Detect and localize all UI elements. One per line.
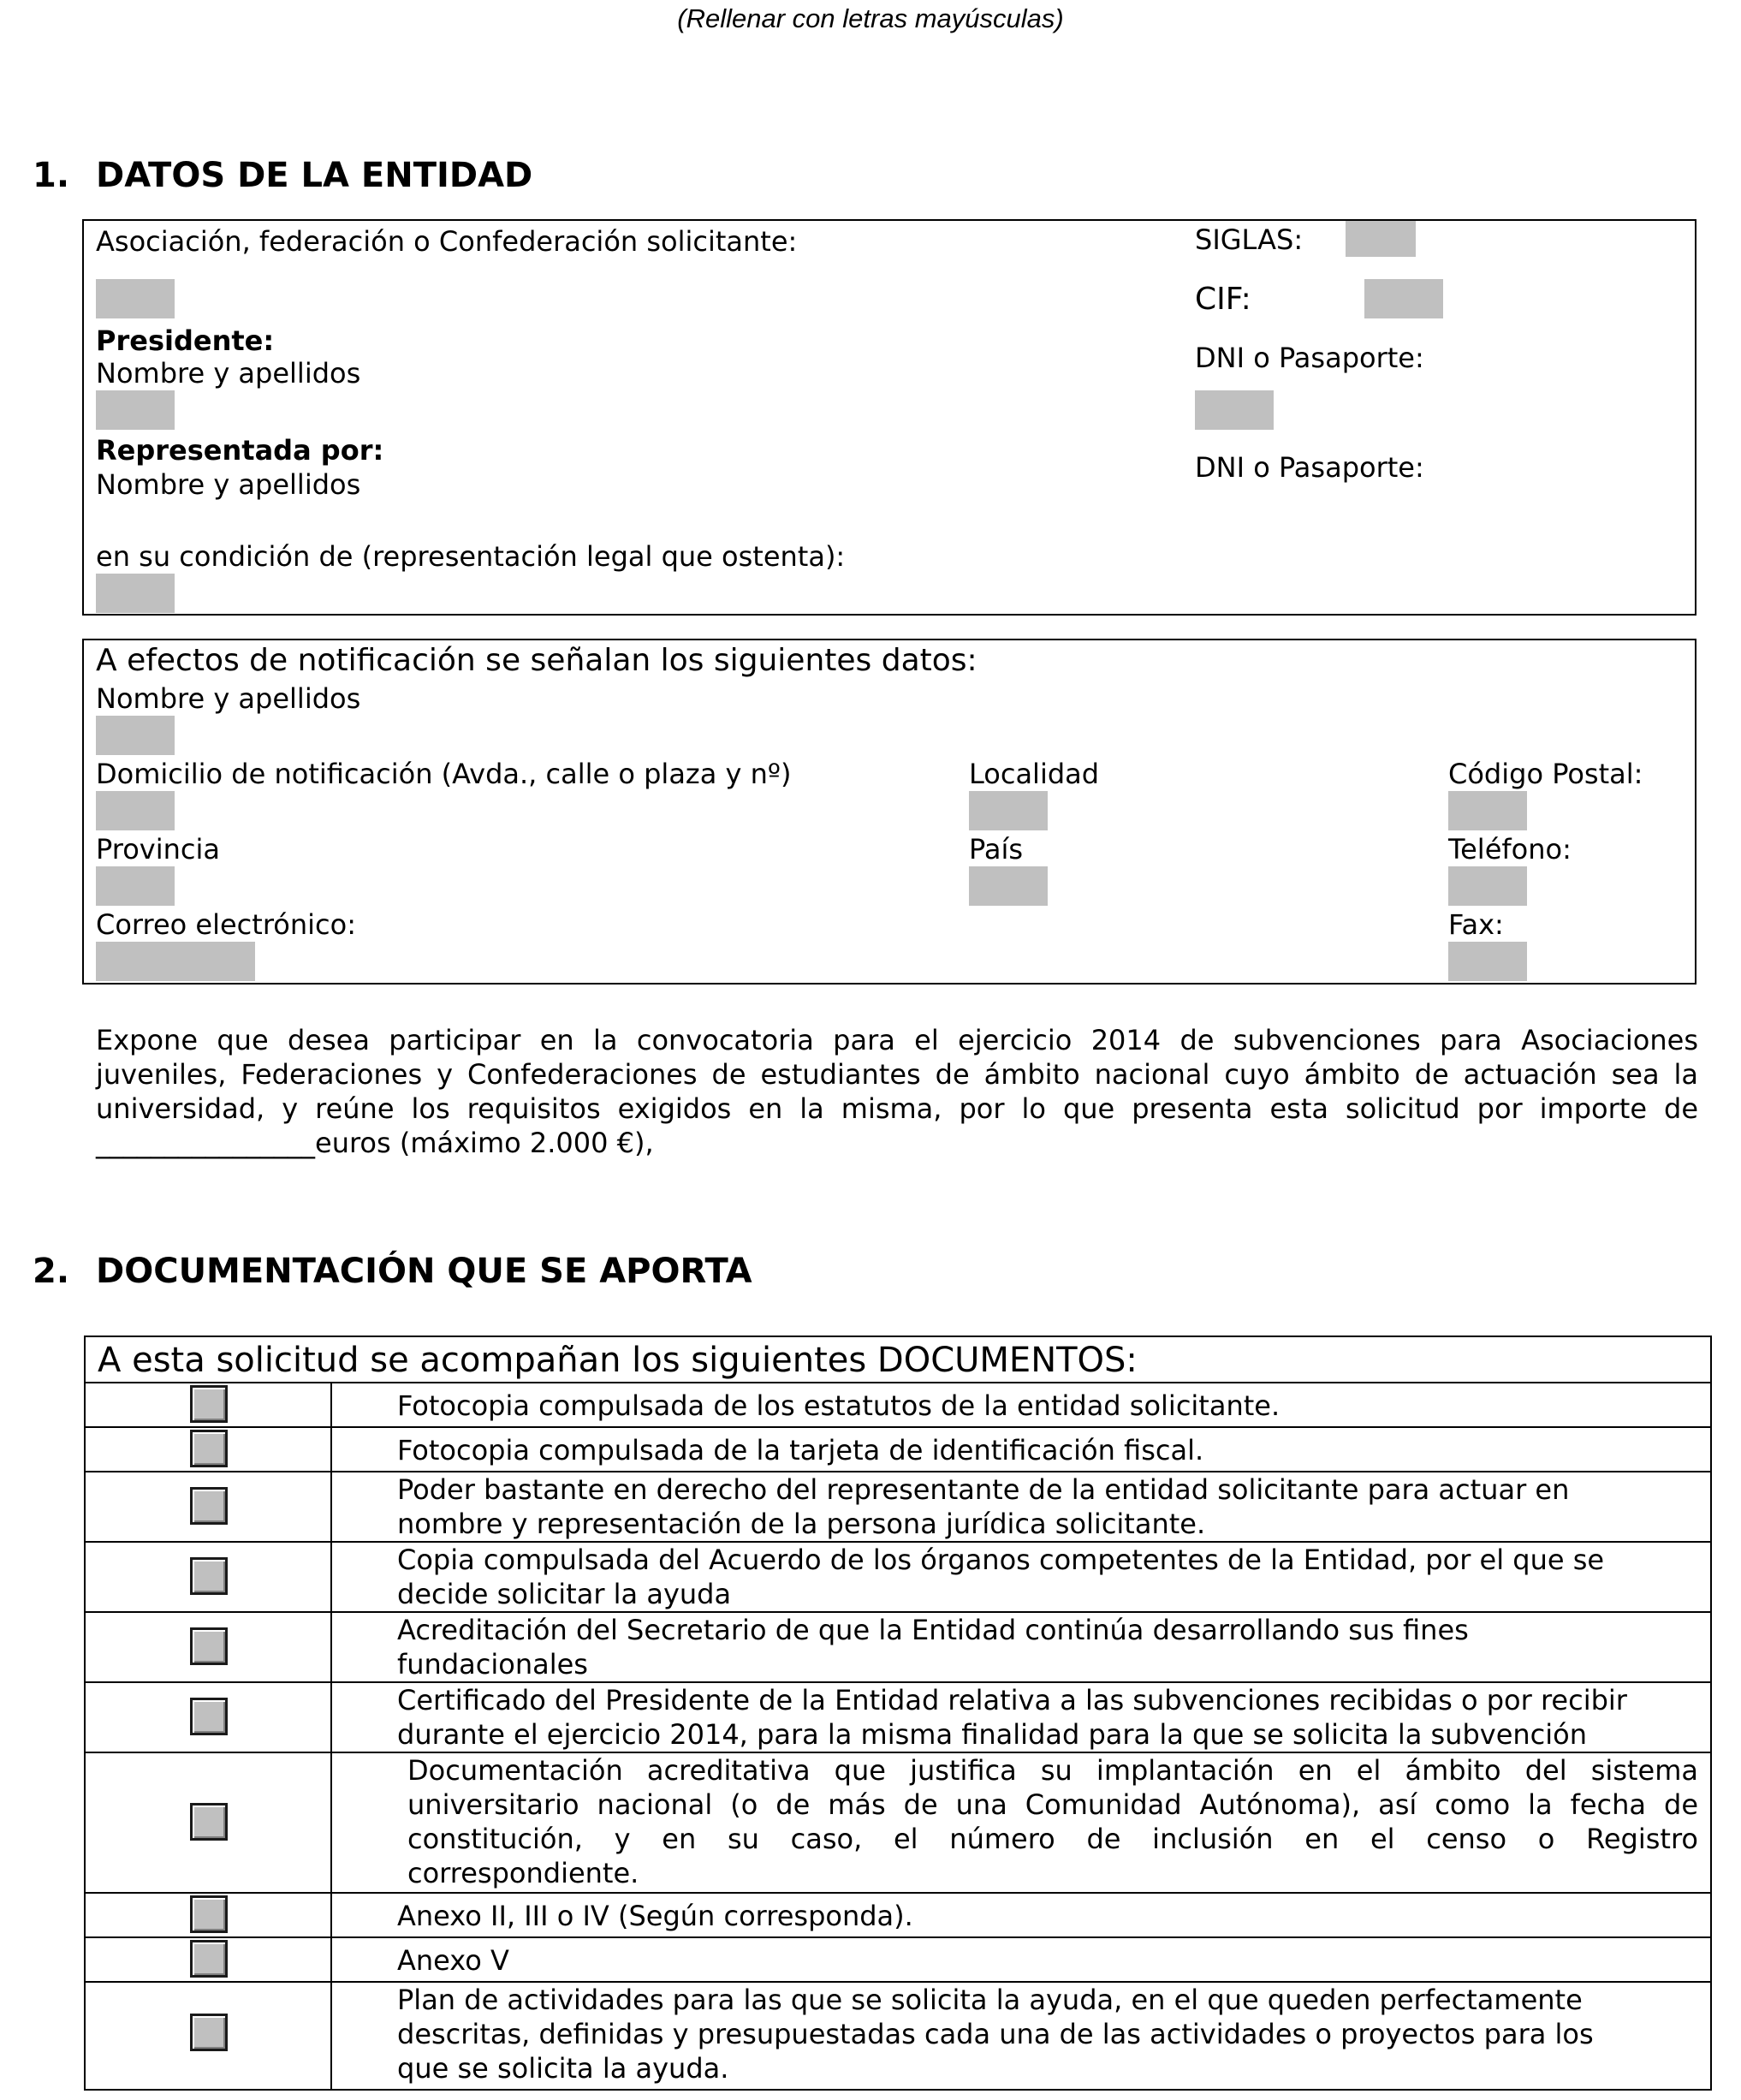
president-dni-label: DNI o Pasaporte: bbox=[1195, 342, 1424, 374]
notification-name-field[interactable] bbox=[96, 716, 175, 755]
document-description-line: fundacionales bbox=[397, 1648, 588, 1681]
column-divider bbox=[330, 1753, 332, 1892]
column-divider bbox=[330, 1428, 332, 1471]
country-field[interactable] bbox=[969, 866, 1048, 906]
statement-line-1: Expone que desea participar en la convocatoria para el ejercicio 2014 de subvenciones para Asociaciones bbox=[96, 1024, 1698, 1056]
column-divider bbox=[330, 1543, 332, 1611]
document-checkbox-1[interactable] bbox=[190, 1385, 228, 1423]
fax-field[interactable] bbox=[1448, 942, 1527, 981]
document-description-line: decide solicitar la ayuda bbox=[397, 1578, 732, 1610]
section-2-number: 2. bbox=[33, 1252, 70, 1291]
document-description-line: universitario nacional (o de más de una Comunidad Autónoma), así como la fecha de bbox=[407, 1788, 1698, 1821]
column-divider bbox=[330, 1613, 332, 1681]
president-dni-field[interactable] bbox=[1195, 390, 1274, 430]
column-divider bbox=[330, 1938, 332, 1981]
document-description bbox=[407, 1753, 1698, 1890]
column-divider bbox=[330, 1894, 332, 1936]
document-description-line: constitución, y en su caso, el número de inclusión en el censo o Registro bbox=[407, 1823, 1698, 1855]
fax-label: Fax: bbox=[1448, 908, 1504, 941]
represented-label: Representada por: bbox=[96, 434, 384, 467]
document-description-line: durante el ejercicio 2014, para la misma finalidad para la que se solicita la subvención bbox=[397, 1718, 1588, 1751]
document-description-line: Poder bastante en derecho del representante de la entidad solicitante para actuar en bbox=[397, 1473, 1570, 1506]
document-description: Anexo V bbox=[397, 1944, 509, 1977]
condition-label: en su condición de (representación legal que ostenta): bbox=[96, 540, 846, 573]
document-description: Anexo II, III o IV (Según corresponda). bbox=[397, 1900, 913, 1932]
document-row bbox=[86, 1611, 1710, 1681]
phone-field[interactable] bbox=[1448, 866, 1527, 906]
cif-label: CIF: bbox=[1195, 282, 1251, 317]
document-description: Fotocopia compulsada de los estatutos de la entidad solicitante. bbox=[397, 1389, 1280, 1422]
president-name-label: Nombre y apellidos bbox=[96, 357, 361, 390]
section-1-title: DATOS DE LA ENTIDAD bbox=[96, 156, 533, 195]
statement-line-4: ________________euros (máximo 2.000 €), bbox=[96, 1127, 654, 1159]
notification-name-label: Nombre y apellidos bbox=[96, 682, 361, 715]
postal-code-label: Código Postal: bbox=[1448, 758, 1643, 790]
documents-table bbox=[84, 1336, 1712, 2091]
document-description-line: Plan de actividades para las que se solicita la ayuda, en el que queden perfectamente bbox=[397, 1984, 1583, 2016]
document-description: Fotocopia compulsada de la tarjeta de identificación fiscal. bbox=[397, 1434, 1204, 1466]
document-description-line: correspondiente. bbox=[407, 1857, 639, 1889]
condition-field[interactable] bbox=[96, 574, 175, 613]
email-field[interactable] bbox=[96, 942, 255, 981]
section-1-heading bbox=[33, 156, 532, 195]
column-divider bbox=[330, 1983, 332, 2089]
document-description bbox=[397, 1983, 1698, 2085]
column-divider bbox=[330, 1683, 332, 1752]
document-checkbox-5[interactable] bbox=[190, 1627, 228, 1665]
documents-table-header: A esta solicitud se acompañan los siguientes DOCUMENTOS: bbox=[98, 1341, 1138, 1380]
email-label: Correo electrónico: bbox=[96, 908, 356, 941]
president-label: Presidente: bbox=[96, 324, 275, 357]
applicant-label: Asociación, federación o Confederación solicitante: bbox=[96, 225, 798, 258]
locality-label: Localidad bbox=[969, 758, 1100, 790]
phone-label: Teléfono: bbox=[1448, 833, 1572, 866]
document-row bbox=[86, 1681, 1710, 1752]
address-field[interactable] bbox=[96, 791, 175, 830]
document-checkbox-6[interactable] bbox=[190, 1698, 228, 1735]
province-field[interactable] bbox=[96, 866, 175, 906]
president-name-field[interactable] bbox=[96, 390, 175, 430]
document-row bbox=[86, 1892, 1710, 1936]
statement-line-3: universidad, y reúne los requisitos exigidos en la misma, por lo que presenta esta solicitud por importe de bbox=[96, 1092, 1698, 1125]
document-checkbox-9[interactable] bbox=[190, 1940, 228, 1978]
document-description-line: que se solicita la ayuda. bbox=[397, 2052, 729, 2085]
document-description-line: Documentación acreditativa que justifica su implantación en el ámbito del sistema bbox=[407, 1754, 1698, 1787]
document-description bbox=[397, 1613, 1698, 1681]
document-description-line: Certificado del Presidente de la Entidad relativa a las subvenciones recibidas o por recibir bbox=[397, 1684, 1627, 1716]
form-instruction: (Rellenar con letras mayúsculas) bbox=[677, 3, 1064, 33]
document-description bbox=[397, 1472, 1698, 1541]
address-label: Domicilio de notificación (Avda., calle o plaza y nº) bbox=[96, 758, 792, 790]
document-row bbox=[86, 1541, 1710, 1611]
document-row bbox=[86, 1471, 1710, 1541]
notification-heading: A efectos de notificación se señalan los siguientes datos: bbox=[96, 643, 977, 678]
province-label: Provincia bbox=[96, 833, 220, 866]
document-description-line: Copia compulsada del Acuerdo de los órganos competentes de la Entidad, por el que se bbox=[397, 1544, 1605, 1576]
statement-line-2: juveniles, Federaciones y Confederaciones de estudiantes de ámbito nacional cuyo ámbito de actuación sea la bbox=[96, 1058, 1698, 1091]
statement-paragraph bbox=[96, 1023, 1698, 1160]
document-description bbox=[397, 1683, 1698, 1752]
column-divider bbox=[330, 1472, 332, 1541]
document-description-line: nombre y representación de la persona jurídica solicitante. bbox=[397, 1508, 1206, 1540]
represented-dni-label: DNI o Pasaporte: bbox=[1195, 451, 1424, 484]
document-description-line: descritas, definidas y presupuestadas cada una de las actividades o proyectos para los bbox=[397, 2018, 1594, 2050]
section-2-title: DOCUMENTACIÓN QUE SE APORTA bbox=[96, 1252, 752, 1291]
section-1-number: 1. bbox=[33, 156, 70, 195]
column-divider bbox=[330, 1383, 332, 1426]
document-checkbox-10[interactable] bbox=[190, 2014, 228, 2051]
postal-code-field[interactable] bbox=[1448, 791, 1527, 830]
document-checkbox-3[interactable] bbox=[190, 1487, 228, 1525]
document-checkbox-4[interactable] bbox=[190, 1557, 228, 1595]
section-2-heading bbox=[33, 1252, 752, 1291]
document-row bbox=[86, 1936, 1710, 1981]
document-row bbox=[86, 1426, 1710, 1471]
document-row bbox=[86, 1382, 1710, 1426]
document-description-line: Acreditación del Secretario de que la Entidad continúa desarrollando sus fines bbox=[397, 1614, 1469, 1646]
document-row bbox=[86, 1752, 1710, 1892]
cif-field[interactable] bbox=[1364, 279, 1443, 318]
document-row bbox=[86, 1981, 1710, 2089]
country-label: País bbox=[969, 833, 1024, 866]
represented-name-label: Nombre y apellidos bbox=[96, 468, 361, 501]
siglas-label: SIGLAS: bbox=[1195, 223, 1304, 256]
applicant-field[interactable] bbox=[96, 279, 175, 318]
document-checkbox-7[interactable] bbox=[190, 1803, 228, 1841]
locality-field[interactable] bbox=[969, 791, 1048, 830]
document-description bbox=[397, 1543, 1698, 1611]
document-checkbox-8[interactable] bbox=[190, 1895, 228, 1933]
document-checkbox-2[interactable] bbox=[190, 1430, 228, 1467]
siglas-field[interactable] bbox=[1346, 221, 1416, 257]
